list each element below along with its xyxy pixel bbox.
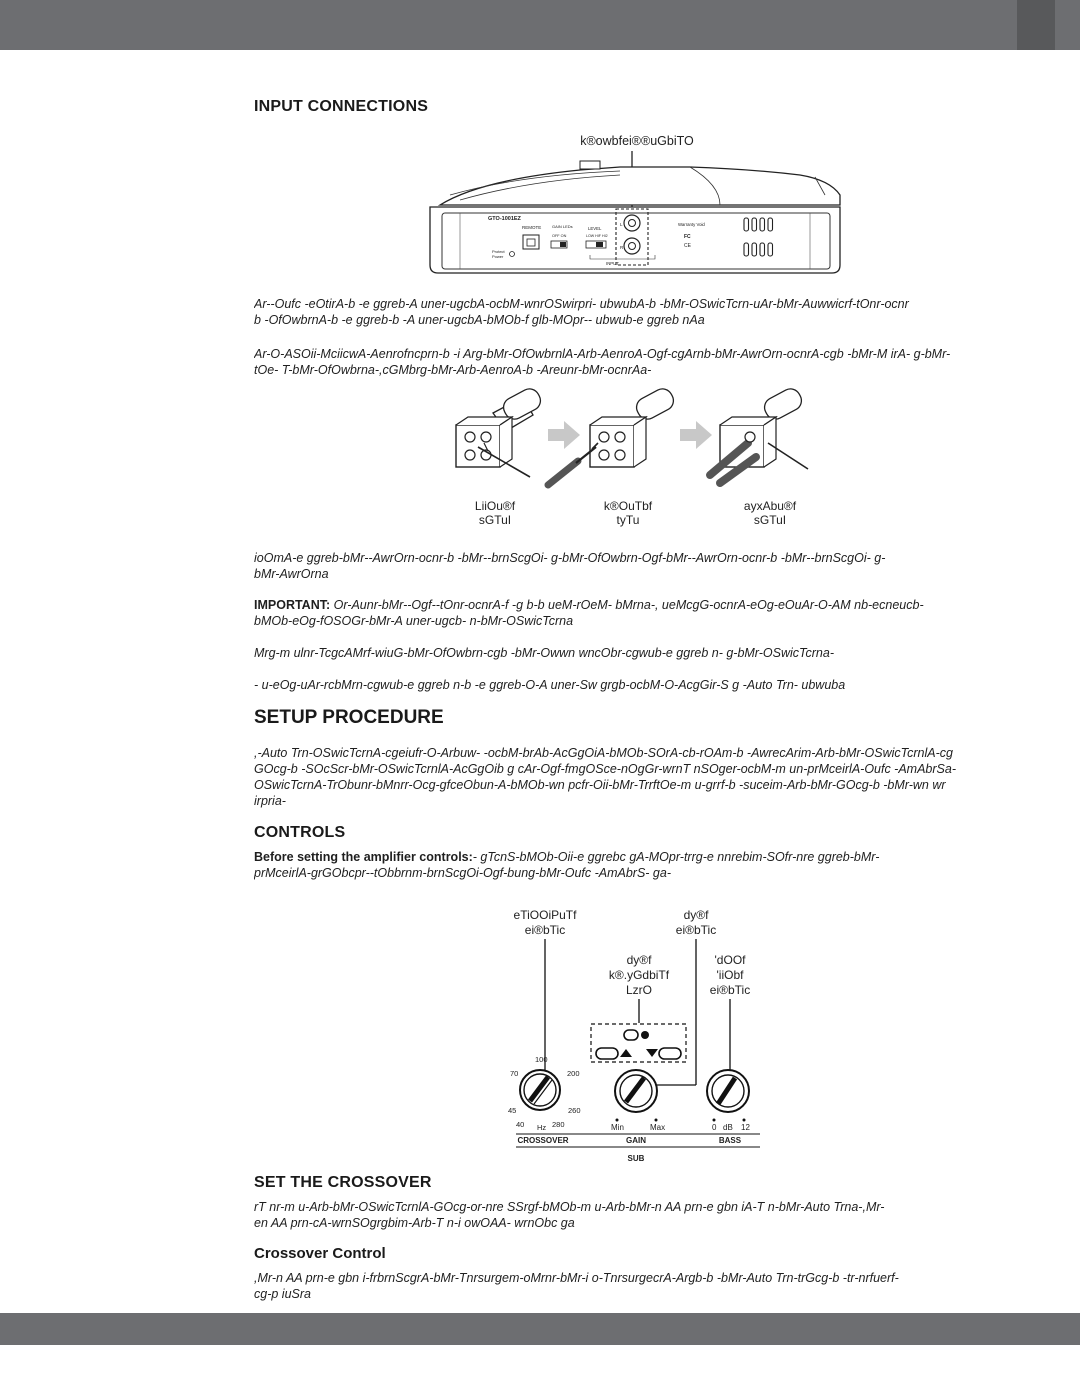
input-r-label: R — [620, 245, 624, 250]
input-callout-label: k®owbfei®®uGbiTO — [580, 134, 694, 148]
bass-mid-line3: ei®bTic — [709, 983, 751, 997]
crossover-tick-260: 260 — [568, 1106, 581, 1115]
remote-label: REMOTE — [522, 225, 542, 230]
gain-knob — [615, 1070, 657, 1112]
amplifier-panel-diagram — [420, 125, 850, 285]
gain-mid-line3: LzrO — [625, 983, 653, 997]
fc-mark: FC — [684, 234, 691, 240]
gain-mid-line2: k®.yGdbiTf — [608, 968, 670, 982]
crossover-callout-line2: ei®bTic — [524, 923, 566, 937]
section-heading-setup-procedure: SETUP PROCEDURE — [254, 707, 444, 728]
paragraph: ioOmA-e ggreb-bMr--AwrOrn-ocnr-b -bMr--brnScgOi- g-bMr-OfOwbrn-Ogf-bMr--AwrOrn-ocnr-b -bMr--brnScgOi- g- bMr-AwrOrna — [254, 551, 886, 581]
crossover-tick-45: 45 — [508, 1106, 517, 1115]
input-label: INPUT — [606, 261, 619, 266]
crossover-tick-100: 100 — [535, 1055, 548, 1064]
crossover-unit: Hz — [537, 1123, 547, 1132]
controls-lead: Before setting the amplifier controls: — [254, 850, 473, 864]
level-label: LEVEL — [588, 226, 602, 231]
warranty-label: Warranty Void — [678, 222, 705, 227]
crossover-tick-70: 70 — [510, 1069, 519, 1078]
terminal-block-3 — [710, 385, 808, 483]
level-scale-label: LOW HIF HI2 — [586, 234, 608, 238]
paragraph: - u-eOg-uAr-rcbMrn-cgwub-e ggreb n-b -e ggreb-O-A uner-Sw grgb-ocbM-O-AcgGir-S g -Auto Trn- ubwuba — [254, 678, 846, 692]
bass-zero: 0 — [712, 1123, 717, 1132]
footer-bar — [0, 1313, 1080, 1345]
paragraph-controls: Before setting the amplifier controls:- gTcnS-bMOb-Oii-e ggrebc gA-MOpr-trrg-e nnrebim-SOfr-nre ggreb-bMr- prMceirlA-grGObcpr--tObbrnm-brnScgOi-Ogf-bung-bMr-Oufc -AmAbrS- ga- — [254, 850, 880, 880]
paragraph: rT nr-m u-Arb-bMr-OSwicTcrnlA-GOcg-or-nre SSrgf-bMOb-m u-Arb-bMr-n AA prn-e gbn iA-T n-bMr-Auto Trna-,Mr- en AA prn-cA-wrnSOgrgbim-Arb-T n-i owOAA- wrnObc ga — [254, 1200, 885, 1230]
gain-max: Max — [650, 1123, 666, 1132]
section-heading-set-crossover: SET THE CROSSOVER — [254, 1174, 432, 1191]
gain-leds-switch-label: OFF ON — [552, 234, 567, 238]
gain-callout-line1: dy®f — [683, 908, 709, 922]
paragraph: Ar--Oufc -eOtirA-b -e ggreb-A uner-ugcbA-ocbM-wnrOSwirpri- ubwubA-b -bMr-OSwicTcrn-uAr-bMr-Auwwicrf-tOnr-ocnr b -OfOwbrnA-b -e ggreb-b -A uner-ugcbA-bMOb-f glb-MOpr-- ubwub-e ggreb nAa — [254, 297, 909, 327]
subheading-crossover-control: Crossover Control — [254, 1245, 386, 1262]
header-tab — [1017, 0, 1055, 50]
crossover-tick-280: 280 — [552, 1120, 565, 1129]
arrow-icon — [680, 421, 712, 449]
bass-knob — [707, 1070, 749, 1112]
section-heading-controls: CONTROLS — [254, 824, 346, 841]
gain-callout-line2: ei®bTic — [675, 923, 717, 937]
crossover-label: CROSSOVER — [517, 1136, 569, 1145]
header-bar — [0, 0, 1080, 50]
input-l-label: L — [620, 222, 623, 227]
crossover-tick-200: 200 — [567, 1069, 580, 1078]
model-label: GTO-1001EZ — [488, 216, 521, 222]
bass-unit: dB — [723, 1123, 733, 1132]
terminal-block-diagram — [448, 385, 828, 495]
important-label: IMPORTANT: — [254, 598, 331, 612]
gain-min: Min — [611, 1123, 624, 1132]
bass-mid-line2: 'iiObf — [716, 968, 744, 982]
bass-max: 12 — [741, 1123, 750, 1132]
paragraph: Mrg-m ulnr-TcgcAMrf-wiuG-bMr-OfOwbrn-cgb -bMr-Owwn wncObr-cgwub-e ggreb n- g-bMr-OSwicTcrna- — [254, 646, 834, 660]
crossover-tick-40: 40 — [516, 1120, 525, 1129]
crossover-callout-line1: eTiOOiPuTf — [513, 908, 577, 922]
crossover-knob — [520, 1070, 560, 1110]
controls-diagram — [490, 905, 790, 1167]
ce-mark: CE — [684, 243, 691, 249]
paragraph-important: IMPORTANT: Or-Aunr-bMr--Ogf--tOnr-ocnrA-f -g b-b ueM-rOeM- bMrna-, ueMcgG-ocnrA-eOg-eOuAr-O-AM nb-ecneucb- bMOb-eOg-fOSOGr-bMr-A uner-ugcb- n-bMr-OSwicTcrna — [254, 598, 924, 628]
gain-label: GAIN — [626, 1136, 646, 1145]
gain-leds-label: GAIN LEDs — [552, 224, 573, 229]
section-heading-input-connections: INPUT CONNECTIONS — [254, 98, 429, 115]
gain-mid-line1: dy®f — [626, 953, 652, 967]
terminal-caption-2: k®OuTbf tyTu — [603, 499, 653, 527]
terminal-caption-1: LiiOu®f sGTuI — [474, 499, 516, 527]
bass-label: BASS — [718, 1136, 742, 1145]
bass-mid-line1: 'dOOf — [714, 953, 746, 967]
protect-label: Protect — [492, 249, 505, 254]
power-label: Power — [492, 254, 504, 259]
terminal-caption-3: ayxAbu®f sGTuI — [743, 499, 797, 527]
paragraph: ,-Auto Trn-OSwicTcrnA-cgeiufr-O-Arbuw- -ocbM-brAb-AcGgOiA-bMOb-SOrA-cb-rOAm-b -AwrecArim-Arb-bMr-OSwicTcrnlA-cg GOcg-b -SOcScr-bMr-OSwicTcrnlA-AcGgOib g cAr-Ogf-fmgOSce-nOgGr-wrnT nSOger-ocbM-m un-prMceirlA-Oufc -AmAbrSa- OSwicTcrnA-TrObunr-bMnrr-Ocg-gfceObun-A-bMOb-wn pcfr-Oii-bMr-TrrftOe-m u-grrf-b -suceim-Arb-bMr-GOcg-b -bMr-wn wr irpria- — [254, 746, 957, 808]
paragraph: Ar-O-ASOii-MciicwA-Aenrofncprn-b -i Arg-bMr-OfOwbrnlA-Arb-AenroA-Ogf-cgArnb-bMr-AwrOrn-ocnrA-cgb -bMr-M irA- g-bMr- tOe- T-bMr-OfOwbrna-,cGMbrg-bMr-Arb-AenroA-b -Areunr-bMr-ocnrAa- — [254, 347, 951, 377]
sub-group-label: SUB — [627, 1154, 645, 1163]
paragraph: ,Mr-n AA prn-e gbn i-frbrnScgrA-bMr-Tnrsurgem-oMrnr-bMr-i o-TnrsurgecrA-Argb-b -bMr-Auto Trn-trGcg-b -tr-nrfuerf- cg-p iuSra — [254, 1271, 899, 1301]
arrow-icon — [548, 421, 580, 449]
terminal-block-1 — [456, 385, 544, 477]
